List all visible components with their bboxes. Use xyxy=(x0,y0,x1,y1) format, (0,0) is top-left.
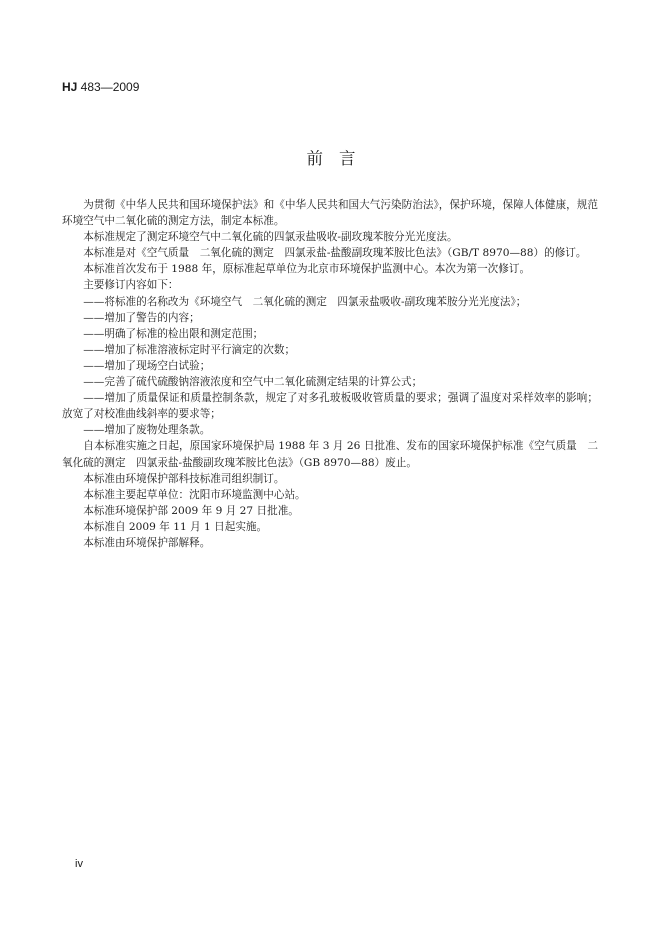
foreword-body xyxy=(62,197,598,551)
revision-item: ——增加了标准溶液标定时平行滴定的次数； xyxy=(83,343,296,356)
paragraph: 本标准由环境保护部解释。 xyxy=(83,536,211,549)
paragraph: 本标准规定了测定环境空气中二氧化硫的四氯汞盐吸收-副玫瑰苯胺分光光度法。 xyxy=(83,231,458,244)
revision-item: ——增加了废物处理条款。 xyxy=(83,424,211,437)
revision-item: ——增加了质量保证和质量控制条款，规定了对多孔玻板吸收管质量的要求；强调了温度对采样效率的影响；放宽了对校准曲线斜率的要求等； xyxy=(62,392,598,421)
page-title: 前言 xyxy=(306,149,372,168)
revision-item: ——完善了硫代硫酸钠溶液浓度和空气中二氧化硫测定结果的计算公式； xyxy=(83,376,423,389)
paragraph: 为贯彻《中华人民共和国环境保护法》和《中华人民共和国大气污染防治法》，保护环境，保障人体健康，规范环境空气中二氧化硫的测定方法，制定本标准。 xyxy=(62,199,598,228)
standard-number: 483—2009 xyxy=(77,80,140,94)
paragraph: 自本标准实施之日起，原国家环境保护局 1988 年 3 月 26 日批准、发布的国家环境保护标准《空气质量 二氧化硫的测定 四氯汞盐-盐酸副玫瑰苯胺比色法》（GB 8970—88）废止。 xyxy=(62,440,598,469)
paragraph: 本标准首次发布于 1988 年，原标准起草单位为北京市环境保护监测中心。本次为第一次修订。 xyxy=(83,263,531,276)
revision-item: ——增加了现场空白试验； xyxy=(83,359,211,372)
standard-code: HJ xyxy=(62,80,78,94)
paragraph: 本标准由环境保护部科技标准司组织制订。 xyxy=(83,472,285,485)
revision-item: ——增加了警告的内容； xyxy=(83,311,200,324)
paragraph: 本标准是对《空气质量 二氧化硫的测定 四氯汞盐-盐酸副玫瑰苯胺比色法》（GB/T 8970—88）的修订。 xyxy=(83,247,587,260)
paragraph: 主要修订内容如下： xyxy=(83,279,179,292)
paragraph: 本标准自 2009 年 11 月 1 日起实施。 xyxy=(83,520,268,533)
paragraph: 本标准环境保护部 2009 年 9 月 27 日批准。 xyxy=(83,504,299,517)
revision-item: ——将标准的名称改为《环境空气 二氧化硫的测定 四氯汞盐吸收-副玫瑰苯胺分光光度法》； xyxy=(83,295,527,308)
standard-identifier xyxy=(62,80,139,94)
page-number: iv xyxy=(75,858,83,870)
paragraph: 本标准主要起草单位：沈阳市环境监测中心站。 xyxy=(83,488,306,501)
revision-item: ——明确了标准的检出限和测定范围； xyxy=(83,327,264,340)
